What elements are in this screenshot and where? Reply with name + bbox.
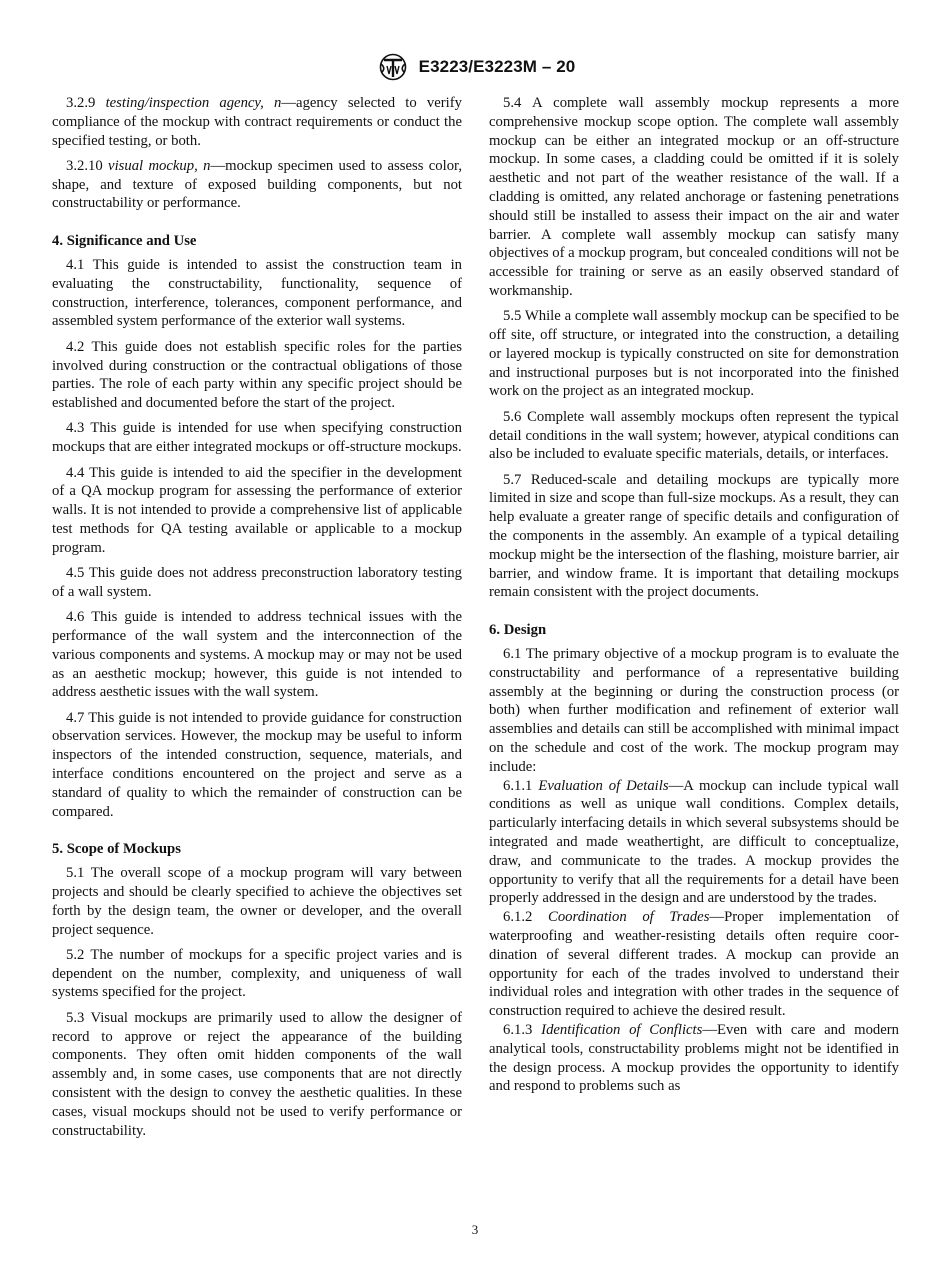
lead-evaluation-of-details: Evaluation of Details — [538, 777, 669, 794]
para-5-1: 5.1 The overall scope of a mockup program will vary between projects and should be clearly specified to achieve the objectives set forth by the design team, the owner or developer, and the overall project sequence. — [52, 865, 462, 938]
definition-3-2-9: 3.2.9 testing/inspection agency, n—agency selected to verify compliance of the mockup with contract requirements or conduct the specified testing, or both. — [52, 95, 462, 149]
term-testing-inspection-agency: testing/inspection agency, n — [105, 95, 282, 111]
astm-logo-icon — [375, 52, 411, 82]
para-4-5: 4.5 This guide does not address preconstruction laboratory testing of a wall system. — [52, 565, 462, 600]
para-5-3: 5.3 Visual mockups are primarily used to allow the designer of record to approve or reject the appearance of the building components. They often omit hidden components of the wall assembly and, in some cases, use components that are not directly consistent with the design to convey the aesthetic qualities. In these cases, visual mockups should not be used to verify performance or constructability. — [52, 1009, 462, 1139]
para-5-2: 5.2 The number of mockups for a specific project varies and is dependent on the number, complexity, and uniqueness of wall systems specified for the project. — [52, 946, 462, 1001]
para-6-1-2: 6.1.2 Coordination of Trades—Proper implementation of waterproofing and weather-resisting details often require coordination of several different trades. A mockup can provide an opportunity for each of the trades involved to understand their individual roles and integration with other trades in the sequence of construction required to achieve the desired result. — [489, 909, 900, 1020]
lead-coordination-of-trades: Coordination of Trades — [548, 909, 710, 926]
para-4-6: 4.6 This guide is intended to address technical issues with the performance of the wall system and the interconnection of the various components and systems. A mockup may or may not be used as an aesthetic mockup; however, this guide is not intended to address aesthetic issues with the wall system. — [52, 609, 462, 701]
term-visual-mockup: visual mockup, n — [108, 157, 211, 174]
lead-identification-of-conflicts: Identification of Conflicts — [541, 1021, 703, 1038]
para-4-7: 4.7 This guide is not intended to provide guidance for construction observation services. However, the mockup may be useful to inform inspectors of the intended construction, sequence, materials, and interface conditions encountered on the project and serve as a standard of quality to which the remainder of construction can be compared. — [52, 709, 462, 820]
left-column — [52, 94, 462, 1147]
para-6-1-1: 6.1.1 Evaluation of Details—A mockup can include typical wall conditions as well as unique wall conditions. Complex details, particularly interfacing details in which several subsystems should be integrated and made weathertight, are difficult to conceptualize, draw, and communicate to the trades. A mockup provides the opportunity to verify that all the requirements for a detail have been properly addressed in the design and are understood by the trades. — [489, 777, 900, 907]
para-4-2: 4.2 This guide does not establish specific roles for the parties involved during construction or the contractual obligations of those parties. The role of each party within any specific project should be established and documented before the start of the project. — [52, 338, 462, 412]
para-4-1: 4.1 This guide is intended to assist the construction team in evaluating the constructability, functionality, sequence of construction, interference, tolerances, component performance, and assembled system performance of the exterior wall systems. — [52, 257, 462, 330]
page-header — [0, 52, 950, 82]
page-number: 3 — [471, 1222, 479, 1237]
right-column — [489, 94, 899, 1096]
standard-designation: E3223/E3223M – 20 — [418, 56, 576, 76]
section-6-heading: 6. Design — [489, 622, 547, 639]
para-5-6: 5.6 Complete wall assembly mockups often represent the typical detail conditions in the wall system; however, atypical conditions can also be included to evaluate specific materials, details, or interfaces. — [489, 408, 899, 463]
para-6-1: 6.1 The primary objective of a mockup program is to evaluate the constructability and performance of a representative building assembly at the beginning or during the construction process (or both) when further modification and refinement of exterior wall assemblies and details can still be accomplished with minimal impact on the schedule and cost of the work. The mockup program may include: — [489, 646, 899, 775]
para-4-3: 4.3 This guide is intended for use when specifying construction mockups that are either integrated mockups or off-structure mockups. — [52, 420, 462, 456]
para-5-5: 5.5 While a complete wall assembly mockup can be specified to be off site, off structure, or integrated into the construction, a detailing or layered mockup is typically constructed on site for demonstration and instructional purposes but is not incorporated into the finished work on the project as an integrated mockup. — [489, 308, 899, 400]
para-4-4: 4.4 This guide is intended to aid the specifier in the development of a QA mockup program for assessing the performance of exterior walls. It is not intended to provide a comprehensive list of applicable test methods for QA testing available or applicable to a mockup program. — [52, 464, 462, 556]
definition-3-2-10: 3.2.10 visual mockup, n—mockup specimen used to assess color, shape, and texture of exposed building components, but not constructability or performance. — [52, 157, 463, 212]
section-4-heading: 4. Significance and Use — [52, 233, 197, 250]
para-6-1-3: 6.1.3 Identification of Conflicts—Even with care and modern analytical tools, constructability problems might not be identified in the design process. A mockup provides the opportunity to identify and respond to problems such as — [489, 1021, 900, 1095]
para-5-7: 5.7 Reduced-scale and detailing mockups are typically more limited in size and scope than full-size mockups. As a result, they can help evaluate a greater range of specific details and configuration of the components in the assembly. An example of a typical detailing mockup might be the intersection of the flashing, moisture barrier, air barrier, and window frame. It is important that detailing mockups remain consistent with the project documents. — [489, 471, 899, 601]
section-5-heading: 5. Scope of Mockups — [52, 841, 181, 858]
para-5-4: 5.4 A complete wall assembly mockup represents a more comprehensive mockup scope option. The complete wall assembly mockup can be either an integrated mockup or an off-structure mockup. In some cases, a cladding could be omitted if it is solely aesthetic and not part of the weather resistance of the wall. If a cladding is omitted, any related anchorage or fastening penetrations should still be installed to assess their impact on the air and water barrier. A complete wall assembly mockup can satisfy many objectives of a mockup program, but concealed conditions will not be accessible for training or serve as an easily observed standard of workmanship. — [489, 95, 899, 299]
